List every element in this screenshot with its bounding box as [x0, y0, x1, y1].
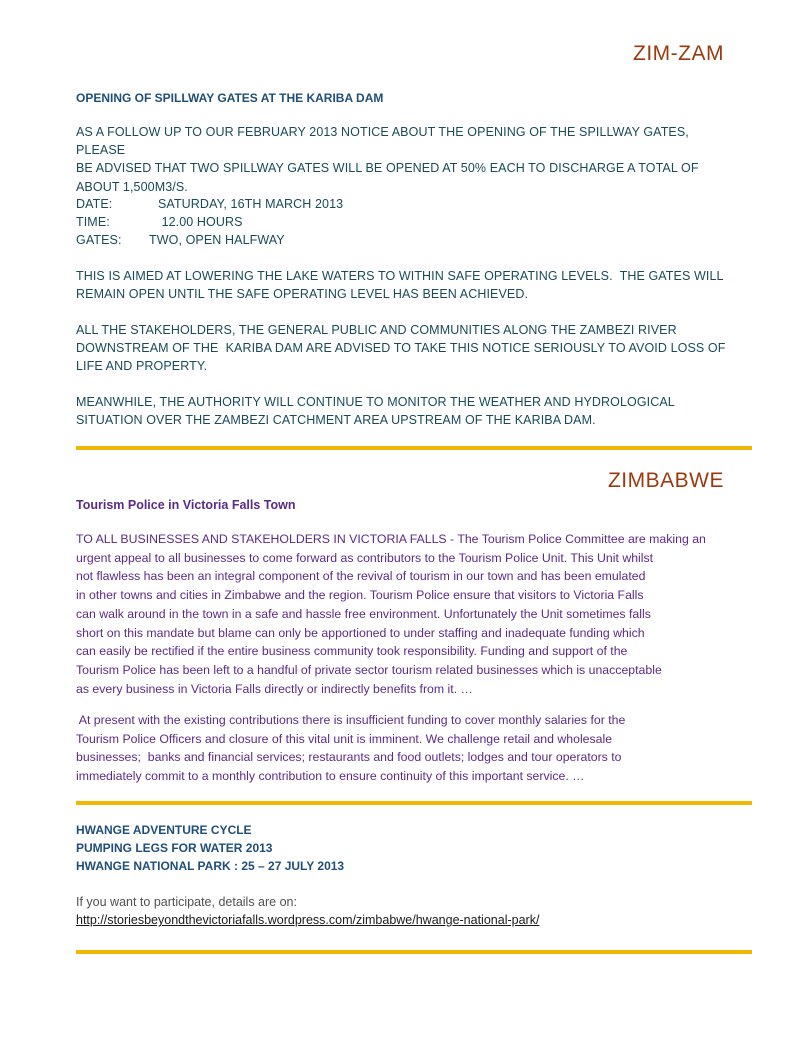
- text-line: TO ALL BUSINESSES AND STAKEHOLDERS IN VICTORIA FALLS - The Tourism Police Committee are making an: [76, 532, 706, 546]
- text-line: HWANGE NATIONAL PARK : 25 – 27 JULY 2013: [76, 859, 345, 873]
- text-line: can walk around in the town in a safe and hassle free environment. Unfortunately the Unit sometimes falls: [76, 606, 651, 621]
- section-divider: [76, 950, 752, 954]
- tourism-paragraph-2: [76, 711, 736, 786]
- text-line: short on this mandate but blame can only be apportioned to under staffing and inadequate funding which: [76, 625, 645, 640]
- text-line: businesses; banks and financial services; restaurants and food outlets; lodges and tour operators to: [76, 750, 622, 765]
- text-line: SITUATION OVER THE ZAMBEZI CATCHMENT AREA UPSTREAM OF THE KARIBA DAM.: [76, 413, 596, 428]
- text-line: Tourism Police Officers and closure of this vital unit is imminent. We challenge retail and wholesale: [76, 731, 613, 746]
- detail-label: TIME:: [76, 215, 110, 230]
- text-line: Tourism Police has been left to a handful of private sector tourism related businesses which is unacceptable: [76, 662, 662, 677]
- detail-label: GATES:: [76, 233, 122, 248]
- text-line: immediately commit to a monthly contribution to ensure continuity of this important service. …: [76, 769, 585, 784]
- spillway-paragraph-2: [76, 267, 726, 303]
- text-line: MEANWHILE, THE AUTHORITY WILL CONTINUE TO MONITOR THE WEATHER AND HYDROLOGICAL: [76, 395, 675, 409]
- text-line: in other towns and cities in Zimbabwe and the region. Tourism Police ensure that visitors to Victoria Falls: [76, 588, 644, 603]
- detail-row-time: [76, 213, 726, 231]
- text-line: not flawless has been an integral component of the revival of tourism in our town and has been emulated: [76, 569, 646, 584]
- spillway-details: [76, 195, 726, 250]
- text-line: AS A FOLLOW UP TO OUR FEBRUARY 2013 NOTICE ABOUT THE OPENING OF THE SPILLWAY GATES, PLEASE: [76, 125, 689, 158]
- text-line: HWANGE ADVENTURE CYCLE: [76, 823, 252, 837]
- text-line: can easily be rectified if the entire business community took responsibility. Funding and support of the: [76, 644, 628, 659]
- detail-value: 12.00 HOURS: [158, 215, 243, 230]
- hwange-link[interactable]: http://storiesbeyondthevictoriafalls.wordpress.com/zimbabwe/hwange-national-park/: [76, 913, 540, 927]
- text-line: as every business in Victoria Falls directly or indirectly benefits from it. …: [76, 681, 473, 696]
- detail-row-date: [76, 195, 726, 213]
- section-divider: [76, 801, 752, 805]
- spillway-paragraph-3: [76, 321, 726, 376]
- text-line: PUMPING LEGS FOR WATER 2013: [76, 841, 273, 855]
- text-line: THIS IS AIMED AT LOWERING THE LAKE WATERS TO WITHIN SAFE OPERATING LEVELS. THE GATES WILL: [76, 269, 724, 283]
- section-divider: [76, 446, 752, 450]
- hwange-details: [76, 893, 539, 929]
- spillway-paragraph-4: [76, 393, 726, 429]
- section-heading-zimzam: ZIM-ZAM: [633, 42, 724, 65]
- text-line: LIFE AND PROPERTY.: [76, 359, 208, 374]
- section-heading-zimbabwe: ZIMBABWE: [607, 469, 724, 492]
- detail-value: SATURDAY, 16TH MARCH 2013: [158, 197, 344, 211]
- text-line: ALL THE STAKEHOLDERS, THE GENERAL PUBLIC AND COMMUNITIES ALONG THE ZAMBEZI RIVER: [76, 323, 677, 337]
- spillway-paragraph-1: [76, 123, 726, 196]
- tourism-paragraph-1: [76, 530, 736, 698]
- text-line: BE ADVISED THAT TWO SPILLWAY GATES WILL BE OPENED AT 50% EACH TO DISCHARGE A TOTAL OF: [76, 161, 699, 176]
- text-line: urgent appeal to all businesses to come forward as contributors to the Tourism Police Unit. This Unit whilst: [76, 550, 654, 565]
- spillway-title: OPENING OF SPILLWAY GATES AT THE KARIBA DAM: [76, 91, 384, 105]
- detail-value: TWO, OPEN HALFWAY: [149, 233, 285, 248]
- text-line: At present with the existing contributions there is insufficient funding to cover monthly salaries for the: [76, 713, 626, 727]
- text-line: DOWNSTREAM OF THE KARIBA DAM ARE ADVISED TO TAKE THIS NOTICE SERIOUSLY TO AVOID LOSS OF: [76, 341, 726, 356]
- text-line: REMAIN OPEN UNTIL THE SAFE OPERATING LEVEL HAS BEEN ACHIEVED.: [76, 287, 529, 302]
- hwange-title: [76, 821, 344, 875]
- hwange-intro: If you want to participate, details are on:: [76, 895, 297, 909]
- detail-label: DATE:: [76, 197, 113, 211]
- tourism-police-title: Tourism Police in Victoria Falls Town: [76, 498, 296, 512]
- text-line: ABOUT 1,500M3/S.: [76, 179, 188, 194]
- detail-row-gates: [76, 231, 726, 249]
